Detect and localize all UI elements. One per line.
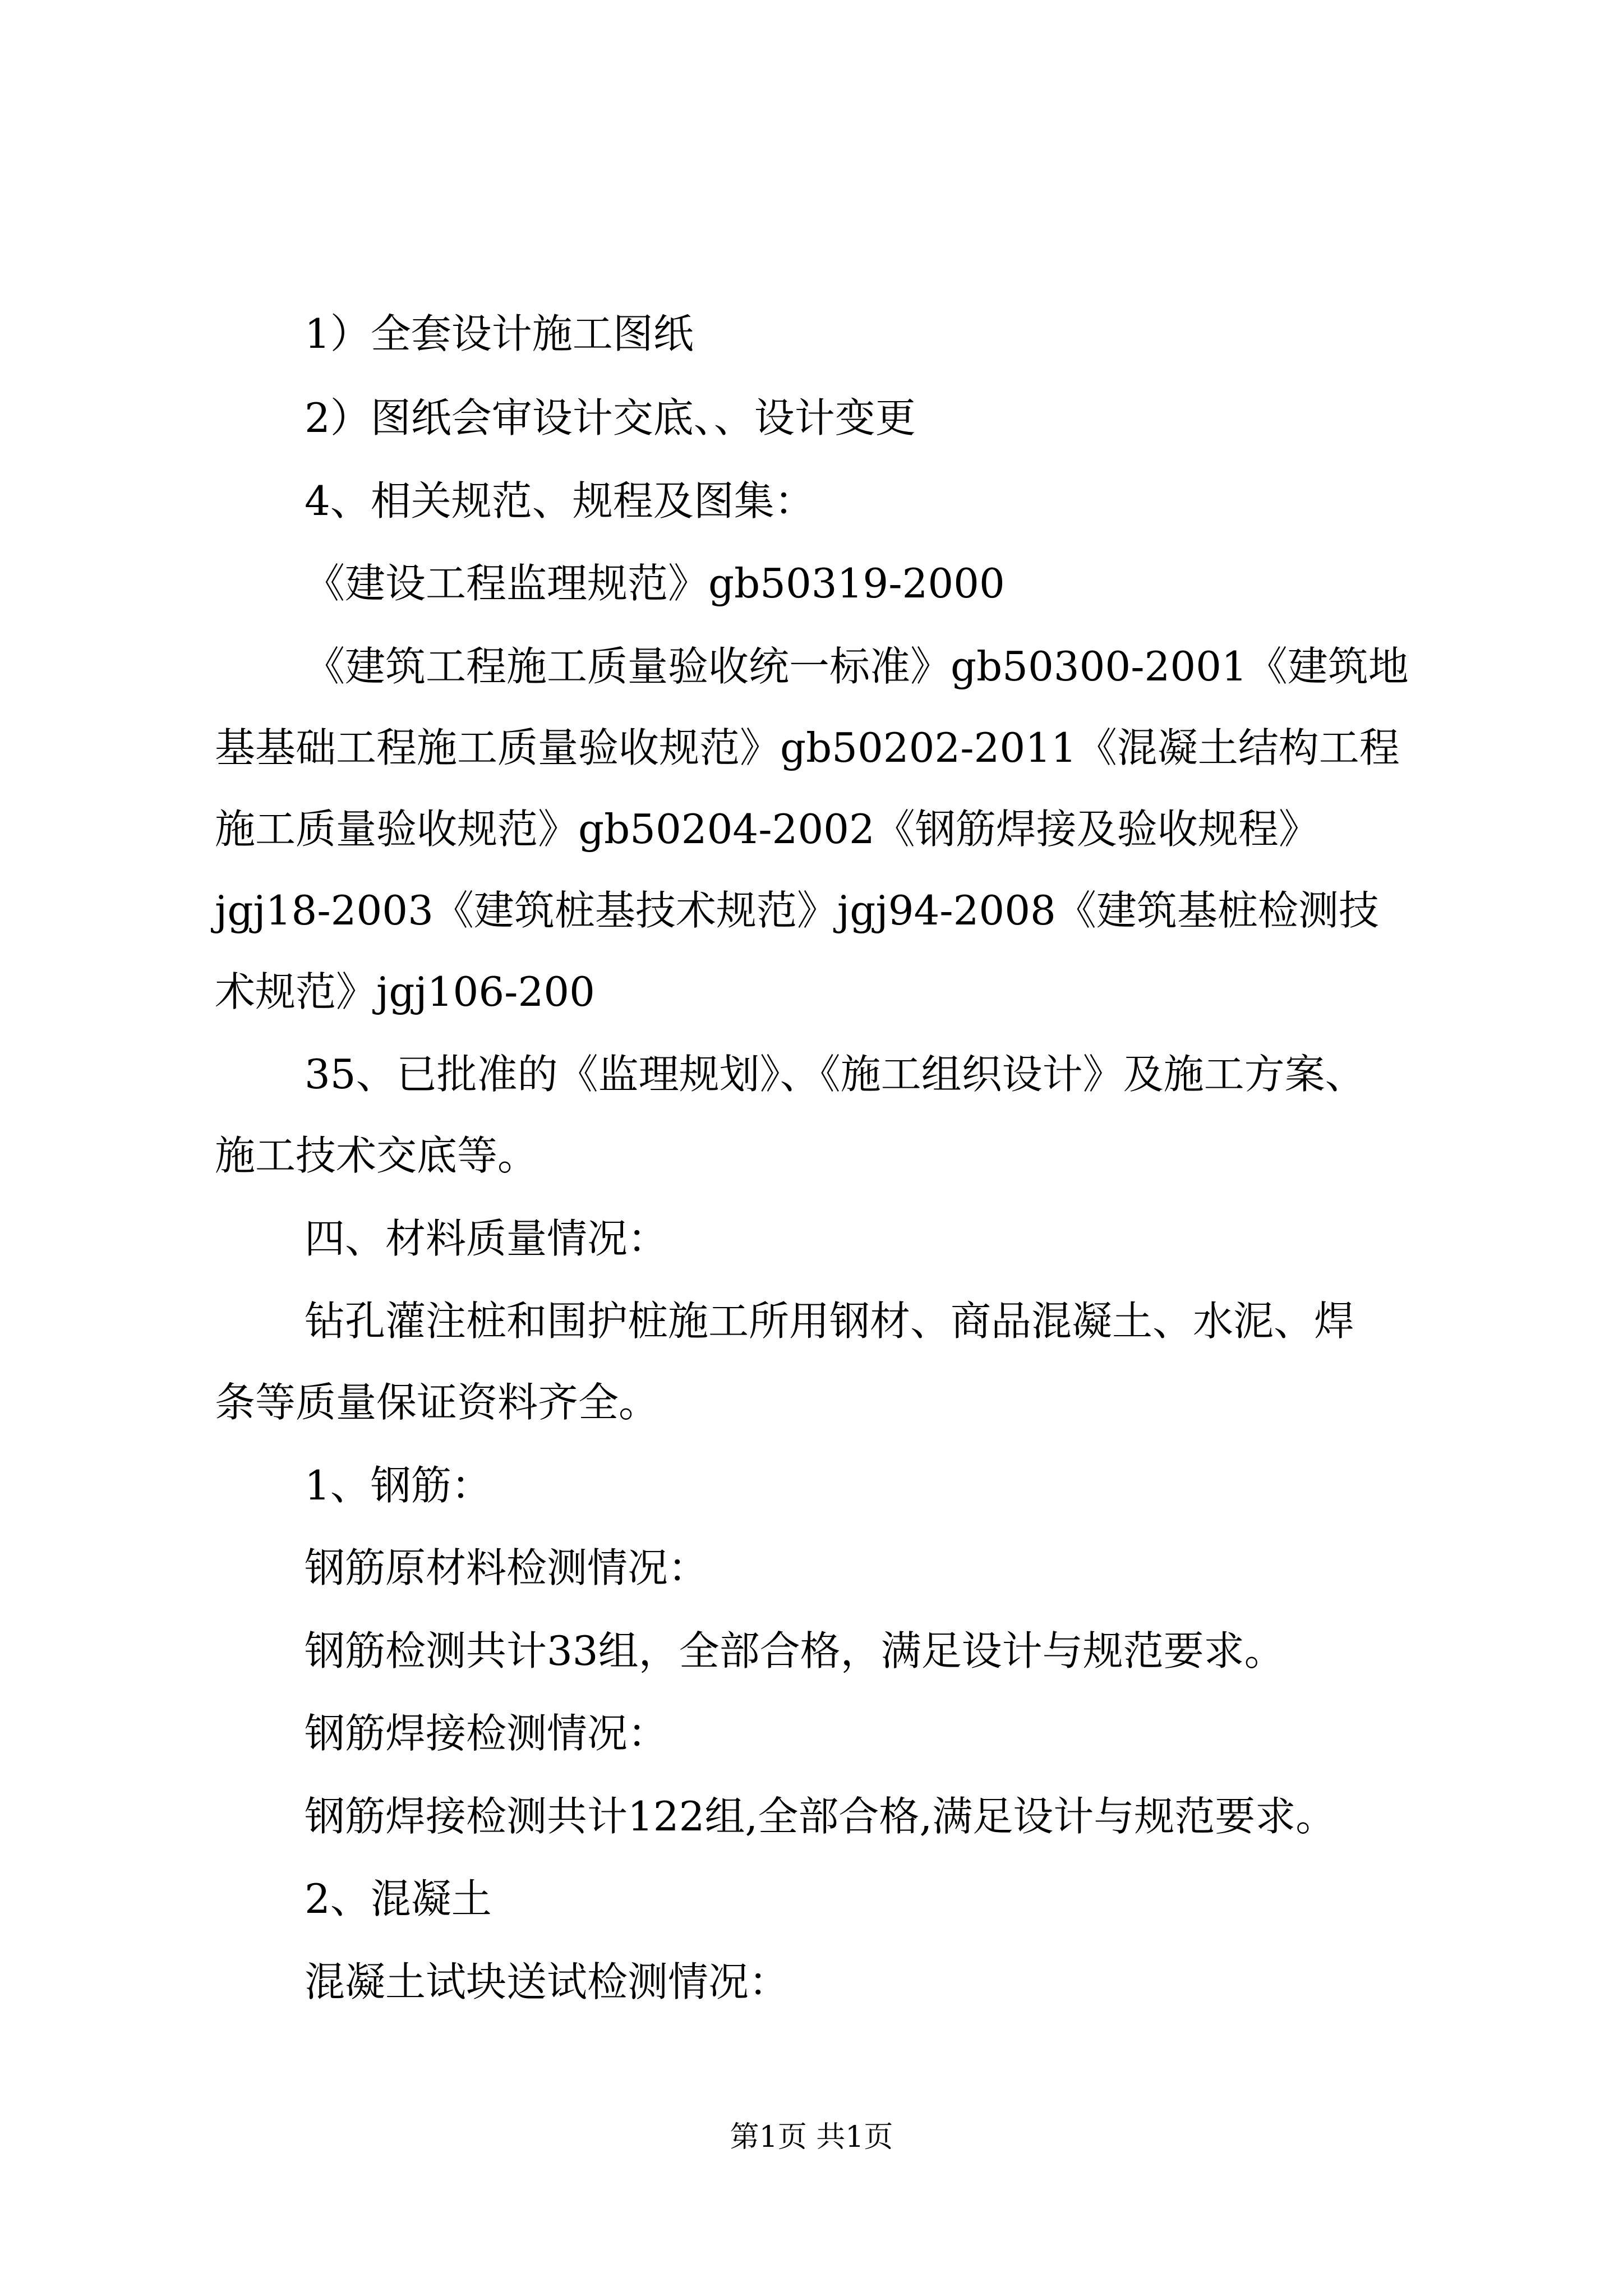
paragraph-line: 钢筋焊接检测情况： <box>305 1710 668 1757</box>
subheading-rebar: 1、钢筋： <box>305 1462 492 1509</box>
paragraph-line: 混凝土试块送试检测情况： <box>305 1958 790 2005</box>
page-footer: 第1页 共1页 <box>730 2120 893 2154</box>
paragraph-line: 钢筋原材料检测情况： <box>305 1544 709 1591</box>
paragraph-line: 基基础工程施工质量验收规范》gb50202-2011《混凝土结构工程 <box>215 724 1400 771</box>
paragraph-line: 施工技术交底等。 <box>215 1132 538 1179</box>
paragraph-line: 《建筑工程施工质量验收统一标准》gb50300-2001《建筑地 <box>305 643 1409 690</box>
paragraph-line: jgj18-2003《建筑桩基技术规范》jgj94-2008《建筑基桩检测技 <box>215 887 1379 934</box>
paragraph-line: 条等质量保证资料齐全。 <box>215 1379 660 1426</box>
paragraph-line: 钢筋检测共计33组，全部合格，满足设计与规范要求。 <box>305 1627 1285 1674</box>
section-heading-materials: 四、材料质量情况： <box>305 1215 668 1262</box>
paragraph-line: 钻孔灌注桩和围护桩施工所用钢材、商品混凝土、水泥、焊 <box>305 1297 1355 1345</box>
section-heading-standards: 4、相关规范、规程及图集： <box>305 477 815 524</box>
paragraph-line: 35、已批准的《监理规划》、《施工组织设计》及施工方案、 <box>305 1051 1366 1098</box>
paragraph-line: 术规范》jgj106-200 <box>215 968 595 1015</box>
paragraph-line: 施工质量验收规范》gb50204-2002《钢筋焊接及验收规程》 <box>215 806 1319 853</box>
standard-reference: 《建设工程监理规范》gb50319-2000 <box>305 560 1005 607</box>
subheading-concrete: 2、混凝土 <box>305 1875 492 1922</box>
list-item-review: 2）图纸会审设计交底、、设计变更 <box>305 394 916 441</box>
paragraph-line: 钢筋焊接检测共计122组,全部合格,满足设计与规范要求。 <box>305 1793 1336 1840</box>
list-item-drawings: 1）全套设计施工图纸 <box>305 310 694 357</box>
